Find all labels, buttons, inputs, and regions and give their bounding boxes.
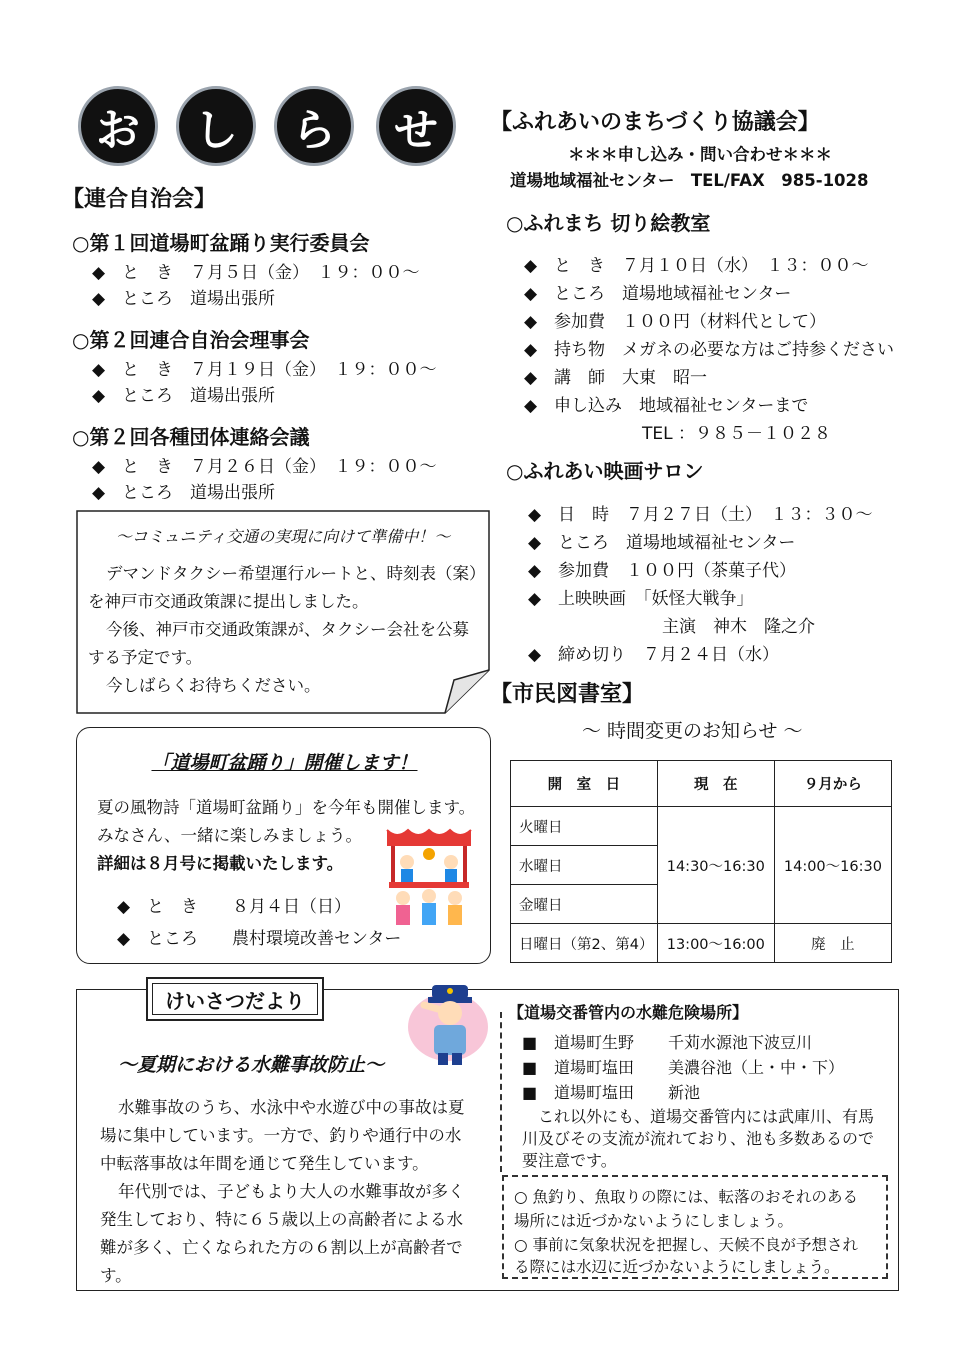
police-line-4: 年代別では、子どもより大人の水難事故が多く: [118, 1182, 465, 1201]
library-heading: 【市民図書室】: [490, 682, 645, 707]
table-header-now: 現 在: [657, 761, 774, 807]
fureai-contact-2: 道場地域福祉センター TEL/FAX 985-1028: [510, 171, 869, 190]
eiga-line-3: ◆ 参加費 １００円（茶菓子代）: [528, 561, 796, 581]
police-officer-illustration: [402, 975, 494, 1067]
police-line-3: 中転落事故は年間を通じて発生しています。: [100, 1154, 429, 1173]
rengo-item-2-toki: ◆ と き ７月１９日（金） １９：００～: [92, 360, 437, 380]
table-sun-now: 13:00～16:00: [657, 924, 774, 963]
bon-tokoro: ◆ ところ 農村環境改善センター: [117, 929, 402, 949]
library-subheading: ～ 時間変更のお知らせ ～: [582, 720, 803, 742]
community-box: [76, 510, 490, 714]
police-label: けいさつだより: [152, 983, 318, 1015]
other-line-1: これ以外にも、道場交番管内には武庫川、有馬: [538, 1107, 875, 1126]
kirie-line-4: ◆ 持ち物 メガネの必要な方はご持参ください: [524, 340, 894, 360]
table-day-tue: 火曜日: [511, 807, 658, 846]
fureai-heading: 【ふれあいのまちづくり協議会】: [490, 110, 820, 135]
table-header-september: ９月から: [774, 761, 891, 807]
police-line-6: 難が多く、亡くなられた方の６割以上が高齢者で: [100, 1238, 463, 1257]
eiga-line-2: ◆ ところ 道場地域福祉センター: [528, 533, 796, 553]
table-day-sun: 日曜日（第2、第4）: [511, 924, 658, 963]
danger-item-3: ■ 道場町塩田 新池: [522, 1083, 701, 1102]
police-line-5: 発生しており、特に６５歳以上の高齢者による水: [100, 1210, 463, 1229]
kirie-line-1: ◆ と き ７月１０日（水） １３：００～: [524, 256, 869, 276]
table-header-day: 開 室 日: [511, 761, 658, 807]
other-line-2: 川及びその支流が流れており、池も多数あるので: [522, 1129, 875, 1148]
kirie-title: ○ふれまち 切り絵教室: [506, 211, 711, 235]
danger-item-1: ■ 道場町生野 千苅水源池下波豆川: [522, 1033, 813, 1052]
title-char-4: せ: [376, 86, 456, 166]
danger-heading: 【道場交番管内の水難危険場所】: [508, 1003, 749, 1022]
community-heading: ～コミュニティ交通の実現に向けて準備中！～: [115, 527, 451, 546]
table-sun-september: 廃 止: [774, 924, 891, 963]
note-line-4: る際には水辺に近づかないようにしましょう。: [514, 1258, 840, 1276]
bon-heading: 「道場町盆踊り」開催します！: [151, 752, 418, 774]
festival-illustration: [381, 824, 477, 928]
eiga-title: ○ふれあい映画サロン: [506, 459, 704, 483]
library-schedule-table: [510, 760, 892, 963]
police-divider: [500, 1012, 502, 1172]
rengo-item-3-toki: ◆ と き ７月２６日（金） １９：００～: [92, 457, 437, 477]
note-line-3: ○ 事前に気象状況を把握し、天候不良が予想され: [514, 1236, 858, 1254]
notes-box: [502, 1175, 888, 1279]
community-line-5: 今しばらくお待ちください。: [106, 676, 321, 695]
bon-toki: ◆ と き ８月４日（日）: [117, 897, 351, 917]
eiga-deadline: ◆ 締め切り ７月２４日（水）: [528, 645, 779, 665]
title-char-1: お: [78, 86, 158, 166]
community-line-3: 今後、神戸市交通政策課が、タクシー会社を公募: [106, 620, 469, 639]
title-char-2: し: [176, 86, 256, 166]
title-char-3: ら: [274, 86, 354, 166]
rengo-item-1-toki: ◆ と き ７月５日（金） １９：００～: [92, 263, 420, 283]
note-line-2: 場所には近づかないようにしましょう。: [514, 1212, 794, 1230]
rengo-item-1-tokoro: ◆ ところ 道場出張所: [92, 289, 275, 309]
police-line-7: す。: [100, 1266, 132, 1285]
table-weekday-september: 14:00～16:30: [774, 807, 891, 924]
police-heading: ～夏期における水難事故防止～: [118, 1054, 385, 1076]
table-day-fri: 金曜日: [511, 885, 658, 924]
kirie-line-2: ◆ ところ 道場地域福祉センター: [524, 284, 792, 304]
bon-box: [76, 727, 491, 964]
bon-line-2: みなさん、一緒に楽しみましょう。: [97, 826, 362, 845]
eiga-cast: 主演 神木 隆之介: [662, 617, 815, 637]
rengo-item-3-tokoro: ◆ ところ 道場出張所: [92, 483, 275, 503]
police-line-2: 場に集中しています。一方で、釣りや通行中の水: [100, 1126, 462, 1145]
rengo-item-1-title: ○第１回道場町盆踊り実行委員会: [72, 231, 370, 255]
kirie-tel: TEL ：９８５－１０２８: [642, 424, 832, 444]
eiga-line-4: ◆ 上映映画 「妖怪大戦争」: [528, 589, 754, 609]
bon-line-3: 詳細は８月号に掲載いたします。: [97, 854, 344, 873]
note-line-1: ○ 魚釣り、魚取りの際には、転落のおそれのある: [514, 1188, 858, 1206]
community-line-4: する予定です。: [88, 648, 203, 667]
rengo-heading: 【連合自治会】: [62, 187, 217, 212]
danger-item-2: ■ 道場町塩田 美濃谷池（上・中・下）: [522, 1058, 845, 1077]
table-day-wed: 水曜日: [511, 846, 658, 885]
rengo-item-2-title: ○第２回連合自治会理事会: [72, 328, 310, 352]
fureai-contact-1: ＊＊＊申し込み・問い合わせ＊＊＊: [568, 145, 832, 164]
community-line-1: デマンドタクシー希望運行ルートと、時刻表（案）: [106, 564, 486, 583]
bon-line-1: 夏の風物詩「道場町盆踊り」を今年も開催します。: [97, 798, 476, 817]
rengo-item-2-tokoro: ◆ ところ 道場出張所: [92, 386, 275, 406]
eiga-line-1: ◆ 日 時 ７月２７日（土） １３：３０～: [528, 505, 873, 525]
police-line-1: 水難事故のうち、水泳中や水遊び中の事故は夏: [118, 1098, 465, 1117]
kirie-line-6: ◆ 申し込み 地域福祉センターまで: [524, 396, 809, 416]
bon-heading-wrap: [77, 748, 492, 775]
rengo-item-3-title: ○第２回各種団体連絡会議: [72, 425, 310, 449]
kirie-line-3: ◆ 参加費 １００円（材料代として）: [524, 312, 826, 332]
community-line-2: を神戸市交通政策課に提出しました。: [88, 592, 369, 611]
table-weekday-now: 14:30～16:30: [657, 807, 774, 924]
kirie-line-5: ◆ 講 師 大東 昭一: [524, 368, 707, 388]
other-line-3: 要注意です。: [522, 1151, 617, 1170]
police-label-frame: [146, 977, 324, 1021]
